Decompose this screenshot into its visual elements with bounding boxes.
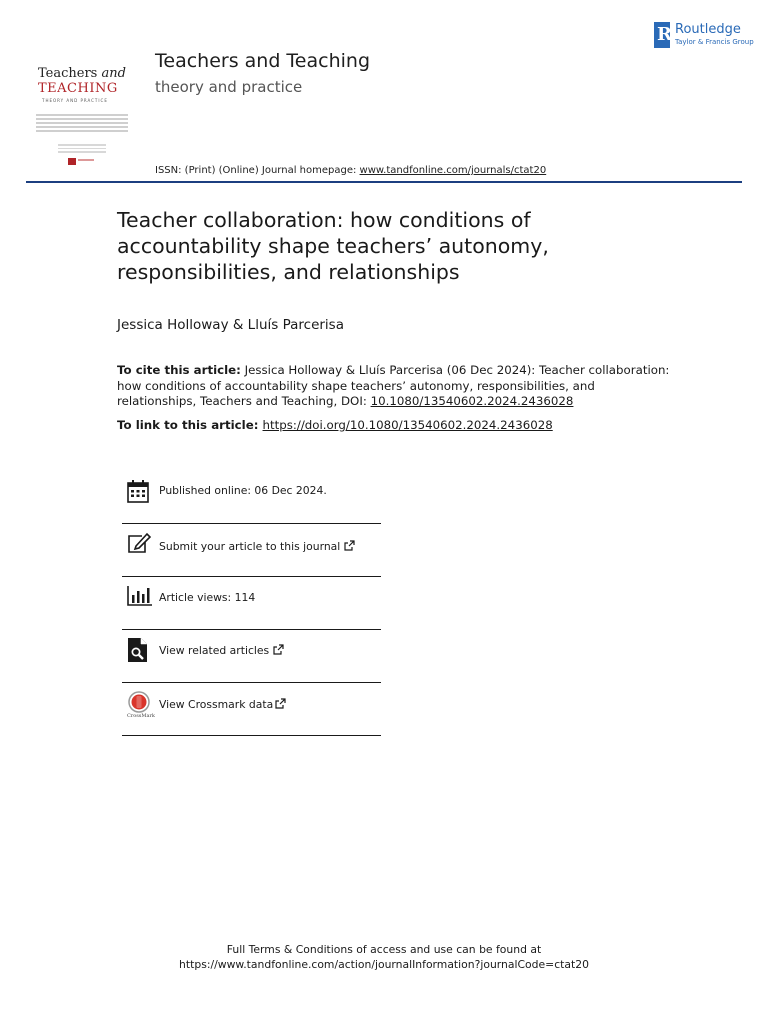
info-divider (122, 735, 381, 736)
journal-homepage-link[interactable]: www.tandfonline.com/journals/ctat20 (359, 165, 547, 176)
info-divider (122, 629, 381, 630)
cite-label: To cite this article: (117, 363, 241, 377)
bar-chart-icon (127, 585, 153, 607)
external-link-icon (273, 644, 284, 655)
external-link-icon (344, 540, 355, 551)
issn-text: ISSN: (Print) (Online) Journal homepage: (155, 165, 360, 176)
published-online-label: Published online: 06 Dec 2024. (159, 484, 327, 497)
cite-text: Jessica Holloway & Lluís Parcerisa (06 Dec 2024): Teacher collaboration: how conditions of accountability shape teachers’ autonomy, responsibilities, and relationships, Teachers and Teaching, DOI: (117, 363, 670, 408)
document-search-icon (127, 637, 149, 663)
footer-terms-link[interactable]: https://www.tandfonline.com/action/journalInformation?journalCode=ctat20 (179, 958, 589, 971)
issn-line (155, 165, 546, 176)
related-articles-label: View related articles (159, 644, 284, 657)
submit-article-item[interactable] (122, 532, 381, 560)
crossmark-label: View Crossmark data (159, 698, 286, 711)
article-link-block (117, 418, 677, 433)
external-link-icon (275, 698, 286, 709)
info-divider (122, 576, 381, 577)
citation-block (117, 363, 677, 410)
routledge-r-icon: R (654, 22, 670, 48)
article-authors: Jessica Holloway & Lluís Parcerisa (117, 317, 344, 333)
footer-line1: Full Terms & Conditions of access and use can be found at (226, 943, 542, 956)
cover-text-block (36, 114, 128, 134)
related-articles-item[interactable] (122, 637, 381, 665)
publisher-group: Taylor & Francis Group (675, 38, 754, 46)
article-views-item (122, 585, 381, 611)
journal-cover-thumbnail (28, 28, 140, 176)
article-doi-link[interactable]: https://doi.org/10.1080/13540602.2024.2436028 (262, 418, 553, 432)
cite-doi-link[interactable]: 10.1080/13540602.2024.2436028 (370, 394, 574, 408)
calendar-icon (127, 479, 149, 503)
cover-text-block-small (58, 144, 106, 155)
footer-terms (0, 942, 768, 972)
journal-subtitle: theory and practice (155, 78, 303, 96)
article-views-label: Article views: 114 (159, 591, 256, 604)
info-divider (122, 523, 381, 524)
info-divider (122, 682, 381, 683)
crossmark-item[interactable] (122, 691, 381, 721)
crossmark-caption: CrossMark (127, 713, 155, 719)
header-divider (26, 181, 742, 183)
cover-title-line1: Teachers and (38, 66, 126, 81)
publisher-name: Routledge (675, 22, 741, 37)
link-label: To link to this article: (117, 418, 263, 432)
cover-tagline: THEORY AND PRACTICE (42, 98, 108, 103)
routledge-logo[interactable] (654, 22, 754, 50)
cover-publisher-logo-text (78, 159, 94, 161)
cover-publisher-logo (68, 158, 76, 165)
published-online-item (122, 478, 381, 506)
journal-title: Teachers and Teaching (155, 50, 371, 72)
article-title: Teacher collaboration: how conditions of accountability shape teachers’ autonomy, responsibilities, and relationships (117, 208, 549, 284)
submit-article-label: Submit your article to this journal (159, 540, 355, 553)
edit-icon (127, 532, 151, 554)
cover-title-line2: TEACHING (38, 81, 118, 96)
